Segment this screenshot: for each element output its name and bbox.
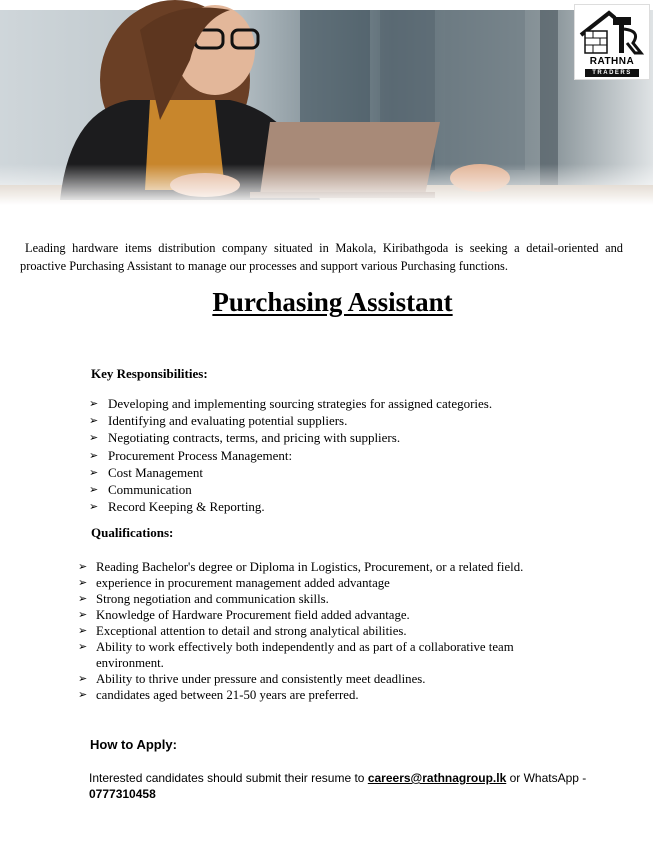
list-item: ➢ Communication xyxy=(89,481,192,497)
list-item: ➢ Procurement Process Management: xyxy=(89,447,293,463)
list-item: ➢ Knowledge of Hardware Procurement field added advantage. xyxy=(78,608,410,622)
arrow-bullet-icon: ➢ xyxy=(78,624,88,637)
list-item: ➢ candidates aged between 21-50 years are preferred. xyxy=(78,688,359,702)
list-item: ➢ Reading Bachelor's degree or Diploma in Logistics, Procurement, or a related field. xyxy=(78,560,524,574)
arrow-bullet-icon: ➢ xyxy=(89,482,99,496)
how-to-apply-heading: How to Apply: xyxy=(90,737,177,752)
list-item: ➢ Negotiating contracts, terms, and pricing with suppliers. xyxy=(89,430,401,446)
arrow-bullet-icon: ➢ xyxy=(89,414,99,428)
apply-text: Interested candidates should submit their resume to xyxy=(89,771,368,785)
list-item: ➢ Identifying and evaluating potential suppliers. xyxy=(89,413,348,429)
hammer-house-icon xyxy=(575,5,649,79)
email-link[interactable]: careers@rathnagroup.lk xyxy=(367,771,507,785)
arrow-bullet-icon: ➢ xyxy=(78,608,88,621)
company-logo xyxy=(574,4,650,80)
arrow-bullet-icon: ➢ xyxy=(78,576,88,589)
list-item: ➢ experience in procurement management added advantage xyxy=(78,576,390,590)
list-item: ➢ Developing and implementing sourcing strategies for assigned categories. xyxy=(89,396,493,411)
page-title: Purchasing Assistant xyxy=(212,287,453,317)
arrow-bullet-icon: ➢ xyxy=(89,465,99,479)
arrow-bullet-icon: ➢ xyxy=(89,397,99,410)
responsibilities-list xyxy=(89,395,629,515)
arrow-bullet-icon: ➢ xyxy=(78,560,88,573)
arrow-bullet-icon: ➢ xyxy=(78,672,88,685)
list-item: ➢ Ability to work effectively both independently and as part of a collaborative team environment. xyxy=(78,640,514,670)
responsibilities-heading: Key Responsibilities: xyxy=(91,366,208,381)
arrow-bullet-icon: ➢ xyxy=(89,500,99,514)
arrow-bullet-icon: ➢ xyxy=(89,431,99,445)
woman-with-laptop-photo xyxy=(0,0,653,205)
list-item: ➢ Record Keeping & Reporting. xyxy=(89,499,265,515)
list-item: ➢ Cost Management xyxy=(89,464,203,480)
list-item: ➢ Strong negotiation and communication skills. xyxy=(78,592,329,606)
intro-paragraph: Leading hardware items distribution company situated in Makola, Kiribathgoda is seeking a detail-oriented and proactive Purchasing Assistant to manage our processes and support various Purchasing functions. xyxy=(20,241,623,273)
qualifications-heading: Qualifications: xyxy=(91,525,174,540)
arrow-bullet-icon: ➢ xyxy=(89,448,99,462)
list-item: ➢ Exceptional attention to detail and strong analytical abilities. xyxy=(78,624,407,638)
list-item: ➢ Ability to thrive under pressure and consistently meet deadlines. xyxy=(78,672,426,686)
arrow-bullet-icon: ➢ xyxy=(78,640,88,653)
whatsapp-number: 0777310458 xyxy=(89,787,156,801)
arrow-bullet-icon: ➢ xyxy=(78,592,88,605)
qualifications-list xyxy=(78,559,568,703)
logo-brand-text: RATHNA xyxy=(589,56,635,67)
header-photo xyxy=(0,0,653,205)
arrow-bullet-icon: ➢ xyxy=(78,688,88,701)
apply-instructions xyxy=(89,770,589,802)
apply-text-middle: or WhatsApp - xyxy=(506,771,587,785)
logo-sub-text: TRADERS xyxy=(585,69,639,77)
